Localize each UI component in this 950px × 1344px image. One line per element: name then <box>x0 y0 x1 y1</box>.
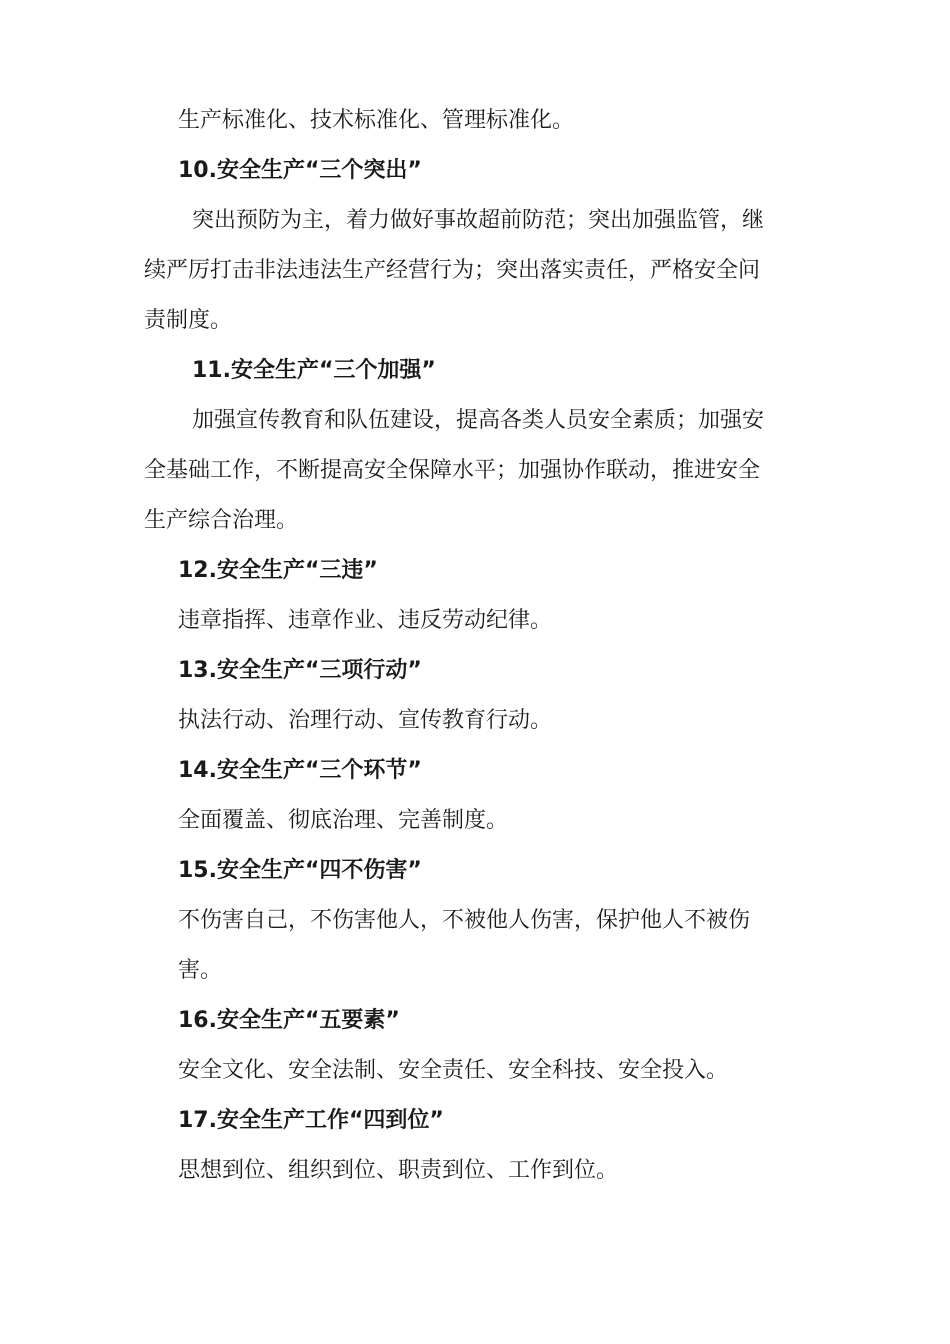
section-15-line-2: 害。 <box>178 958 223 983</box>
section-16-line-1: 安全文化、安全法制、安全责任、安全科技、安全投入。 <box>178 1058 729 1083</box>
section-heading-17: 17.安全生产工作“四到位” <box>178 1108 444 1133</box>
section-15-line-1: 不伤害自己，不伤害他人，不被他人伤害，保护他人不被伤 <box>178 908 751 933</box>
section-11-line-3: 生产综合治理。 <box>144 508 299 533</box>
intro-line: 生产标准化、技术标准化、管理标准化。 <box>178 108 575 133</box>
section-10-line-1: 突出预防为主，着力做好事故超前防范；突出加强监管，继 <box>192 208 765 233</box>
section-11-line-1: 加强宣传教育和队伍建设，提高各类人员安全素质；加强安 <box>192 408 765 433</box>
section-heading-10: 10.安全生产“三个突出” <box>178 158 422 183</box>
section-17-line-1: 思想到位、组织到位、职责到位、工作到位。 <box>178 1158 619 1183</box>
section-heading-13: 13.安全生产“三项行动” <box>178 658 422 683</box>
section-heading-11: 11.安全生产“三个加强” <box>192 358 436 383</box>
section-11-line-2: 全基础工作，不断提高安全保障水平；加强协作联动，推进安全 <box>144 458 761 483</box>
section-10-line-3: 责制度。 <box>144 308 233 333</box>
section-heading-16: 16.安全生产“五要素” <box>178 1008 400 1033</box>
section-heading-12: 12.安全生产“三违” <box>178 558 378 583</box>
section-heading-14: 14.安全生产“三个环节” <box>178 758 422 783</box>
section-13-line-1: 执法行动、治理行动、宣传教育行动。 <box>178 708 553 733</box>
section-14-line-1: 全面覆盖、彻底治理、完善制度。 <box>178 808 509 833</box>
section-heading-15: 15.安全生产“四不伤害” <box>178 858 422 883</box>
section-12-line-1: 违章指挥、违章作业、违反劳动纪律。 <box>178 608 553 633</box>
section-10-line-2: 续严厉打击非法违法生产经营行为；突出落实责任，严格安全问 <box>144 258 761 283</box>
